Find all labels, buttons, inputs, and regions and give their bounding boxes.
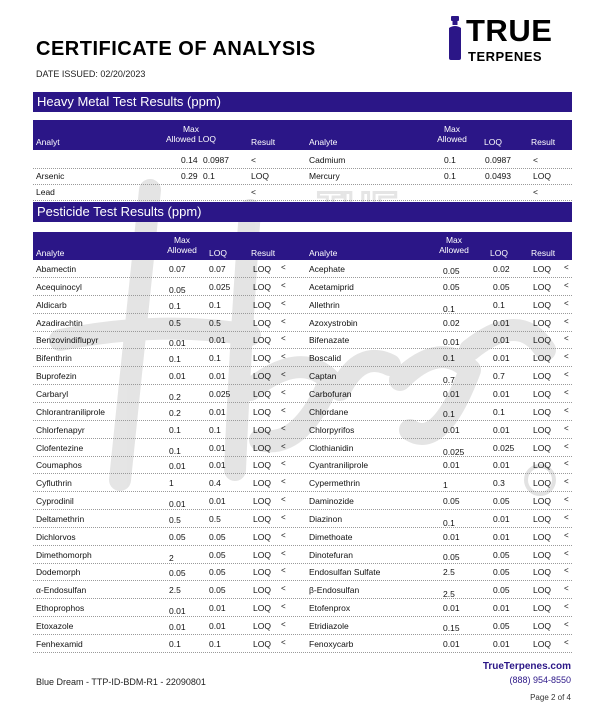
max-allowed-value: 1 xyxy=(443,480,448,490)
column-header: Result xyxy=(251,248,276,258)
analyte-name: Diazinon xyxy=(309,514,343,524)
max-allowed-value: 2.5 xyxy=(169,585,181,595)
result-value: LOQ xyxy=(253,460,271,470)
result-value: LOQ xyxy=(533,264,551,274)
result-value: LOQ xyxy=(253,264,271,274)
result-value: LOQ xyxy=(533,318,551,328)
max-allowed-value: 0.1 xyxy=(443,304,455,314)
analyte-name: Acequinocyl xyxy=(36,282,82,292)
result-value: LOQ xyxy=(253,407,271,417)
logo-sub-text: TERPENES xyxy=(468,49,543,64)
max-allowed-value: 0.05 xyxy=(443,282,460,292)
max-allowed-value: 0.1 xyxy=(169,354,181,364)
result-value: LOQ xyxy=(533,460,551,470)
less-than-symbol: < xyxy=(281,281,286,290)
analyte-name: Bifenthrin xyxy=(36,353,72,363)
result-value: LOQ xyxy=(253,353,271,363)
analyte-name: Azoxystrobin xyxy=(309,318,358,328)
loq-value: 0.01 xyxy=(493,460,510,470)
max-allowed-value: 0.7 xyxy=(443,375,455,385)
max-allowed-value: 0.05 xyxy=(169,568,186,578)
analyte-name: Aldicarb xyxy=(36,300,67,310)
max-allowed-value: 0.5 xyxy=(169,515,181,525)
result-value: LOQ xyxy=(533,171,551,181)
less-than-symbol: < xyxy=(281,299,286,308)
loq-value: 0.05 xyxy=(209,585,226,595)
row-divider xyxy=(33,420,572,421)
less-than-symbol: < xyxy=(281,620,286,629)
max-allowed-value: 0.02 xyxy=(443,318,460,328)
loq-value: 0.02 xyxy=(493,264,510,274)
analyte-name: Deltamethrin xyxy=(36,514,85,524)
loq-value: 0.01 xyxy=(493,318,510,328)
result-value: < xyxy=(533,187,538,197)
analyte-name: Dimethoate xyxy=(309,532,353,542)
analyte-name: Benzovindiflupyr xyxy=(36,335,99,345)
less-than-symbol: < xyxy=(281,424,286,433)
row-divider xyxy=(33,348,572,349)
column-header: Result xyxy=(531,248,556,258)
analyte-name: Mercury xyxy=(309,171,340,181)
result-value: LOQ xyxy=(533,335,551,345)
max-allowed-value: 0.07 xyxy=(169,264,186,274)
loq-value: 0.01 xyxy=(493,514,510,524)
row-divider xyxy=(33,438,572,439)
column-header: Analyte xyxy=(36,248,65,258)
analyte-name: Chlorantraniliprole xyxy=(36,407,105,417)
loq-value: 0.4 xyxy=(209,478,221,488)
loq-value: 0.01 xyxy=(209,443,226,453)
loq-value: 0.05 xyxy=(493,496,510,506)
loq-value: 0.07 xyxy=(209,264,226,274)
result-value: LOQ xyxy=(253,335,271,345)
less-than-symbol: < xyxy=(564,299,569,308)
max-allowed-value: 0.1 xyxy=(169,301,181,311)
loq-value: 0.0987 xyxy=(485,155,511,165)
page-number: Page 2 of 4 xyxy=(530,693,571,702)
result-value: LOQ xyxy=(253,443,271,453)
loq-value: 0.1 xyxy=(493,407,505,417)
less-than-symbol: < xyxy=(564,638,569,647)
result-value: LOQ xyxy=(533,514,551,524)
row-divider xyxy=(33,652,572,653)
loq-value: 0.01 xyxy=(493,532,510,542)
result-value: LOQ xyxy=(253,300,271,310)
analyte-name: Dimethomorph xyxy=(36,550,92,560)
max-allowed-value: 0.05 xyxy=(443,266,460,276)
analyte-name: Azadirachtin xyxy=(36,318,83,328)
max-allowed-value: 2.5 xyxy=(443,567,455,577)
loq-value: 0.01 xyxy=(209,371,226,381)
loq-value: 0.01 xyxy=(209,407,226,417)
less-than-symbol: < xyxy=(564,620,569,629)
loq-value: 0.0987 xyxy=(203,155,229,165)
max-allowed-value: 0.1 xyxy=(444,171,456,181)
loq-value: 0.01 xyxy=(209,603,226,613)
website-link[interactable]: TrueTerpenes.com xyxy=(482,661,571,672)
column-header: LOQ xyxy=(209,248,227,258)
max-allowed-value: 0.01 xyxy=(443,460,460,470)
true-terpenes-logo xyxy=(446,12,576,68)
result-value: LOQ xyxy=(253,514,271,524)
loq-value: 0.0493 xyxy=(485,171,511,181)
analyte-name: β-Endosulfan xyxy=(309,585,360,595)
row-divider xyxy=(33,527,572,528)
loq-value: 0.1 xyxy=(493,300,505,310)
analyte-name: Ethoprophos xyxy=(36,603,85,613)
less-than-symbol: < xyxy=(281,317,286,326)
analyte-name: Allethrin xyxy=(309,300,340,310)
result-value: LOQ xyxy=(253,478,271,488)
analyte-name: Chlorpyrifos xyxy=(309,425,355,435)
column-header: Max Allowed xyxy=(439,235,469,255)
row-divider xyxy=(33,313,572,314)
column-header: Max Allowed xyxy=(437,124,467,144)
less-than-symbol: < xyxy=(281,370,286,379)
max-allowed-value: 0.05 xyxy=(169,285,186,295)
max-allowed-value: 0.01 xyxy=(443,532,460,542)
heavy-metal-section-title: Heavy Metal Test Results (ppm) xyxy=(33,92,572,112)
row-divider xyxy=(33,473,572,474)
less-than-symbol: < xyxy=(564,602,569,611)
column-header: Max Allowed LOQ xyxy=(165,124,217,144)
less-than-symbol: < xyxy=(281,602,286,611)
analyte-name: Abamectin xyxy=(36,264,77,274)
analyte-name: Captan xyxy=(309,371,337,381)
row-divider xyxy=(33,295,572,296)
result-value: LOQ xyxy=(533,282,551,292)
analyte-name: Clofentezine xyxy=(36,443,84,453)
loq-value: 0.1 xyxy=(209,425,221,435)
analyte-name: Lead xyxy=(36,187,55,197)
phone-number: (888) 954-8550 xyxy=(509,675,571,685)
max-allowed-value: 0.2 xyxy=(169,408,181,418)
less-than-symbol: < xyxy=(564,513,569,522)
less-than-symbol: < xyxy=(564,495,569,504)
max-allowed-value: 0.01 xyxy=(169,338,186,348)
row-divider xyxy=(33,331,572,332)
analyte-name: Cyprodinil xyxy=(36,496,74,506)
result-value: LOQ xyxy=(253,567,271,577)
max-allowed-value: 0.29 xyxy=(181,171,198,181)
less-than-symbol: < xyxy=(564,334,569,343)
less-than-symbol: < xyxy=(281,334,286,343)
less-than-symbol: < xyxy=(564,549,569,558)
less-than-symbol: < xyxy=(281,638,286,647)
analyte-name: Carbaryl xyxy=(36,389,69,399)
result-value: LOQ xyxy=(533,443,551,453)
analyte-name: Clothianidin xyxy=(309,443,354,453)
max-allowed-value: 0.14 xyxy=(181,155,198,165)
column-header: Analyte xyxy=(309,248,338,258)
less-than-symbol: < xyxy=(281,477,286,486)
max-allowed-value: 0.1 xyxy=(169,425,181,435)
less-than-symbol: < xyxy=(564,352,569,361)
analyte-name: Boscalid xyxy=(309,353,342,363)
result-value: < xyxy=(533,155,538,165)
column-header: LOQ xyxy=(490,248,508,258)
date-issued: DATE ISSUED: 02/20/2023 xyxy=(36,69,146,79)
loq-value: 0.05 xyxy=(493,621,510,631)
loq-value: 0.5 xyxy=(209,318,221,328)
result-value: LOQ xyxy=(533,353,551,363)
less-than-symbol: < xyxy=(564,317,569,326)
analyte-name: Etridiazole xyxy=(309,621,349,631)
max-allowed-value: 0.05 xyxy=(169,532,186,542)
max-allowed-value: 0.025 xyxy=(443,447,465,457)
less-than-symbol: < xyxy=(564,281,569,290)
less-than-symbol: < xyxy=(564,477,569,486)
result-value: < xyxy=(251,155,256,165)
loq-value: 0.05 xyxy=(493,550,510,560)
less-than-symbol: < xyxy=(564,459,569,468)
analyte-name: α-Endosulfan xyxy=(36,585,87,595)
row-divider xyxy=(33,580,572,581)
result-value: LOQ xyxy=(253,603,271,613)
result-value: LOQ xyxy=(533,371,551,381)
less-than-symbol: < xyxy=(281,406,286,415)
analyte-name: Fenoxycarb xyxy=(309,639,354,649)
loq-value: 0.01 xyxy=(493,389,510,399)
pesticide-table-header xyxy=(33,232,572,260)
row-divider xyxy=(33,384,572,385)
max-allowed-value: 0.1 xyxy=(443,353,455,363)
loq-value: 0.01 xyxy=(493,603,510,613)
analyte-name: Cyantraniliprole xyxy=(309,460,369,470)
row-divider xyxy=(33,545,572,546)
loq-value: 0.1 xyxy=(209,639,221,649)
less-than-symbol: < xyxy=(564,388,569,397)
column-header: Analyt xyxy=(36,137,60,147)
max-allowed-value: 0.1 xyxy=(443,518,455,528)
result-value: LOQ xyxy=(253,496,271,506)
result-value: LOQ xyxy=(253,425,271,435)
result-value: LOQ xyxy=(533,567,551,577)
loq-value: 0.05 xyxy=(493,567,510,577)
column-header: Result xyxy=(531,137,556,147)
pesticide-section-title: Pesticide Test Results (ppm) xyxy=(33,202,572,222)
row-divider xyxy=(33,491,572,492)
product-identifier: Blue Dream - TTP-ID-BDM-R1 - 22090801 xyxy=(36,677,206,687)
logo-brand-text: TRUE xyxy=(466,13,553,48)
loq-value: 0.7 xyxy=(493,371,505,381)
analyte-name: Etofenprox xyxy=(309,603,351,613)
result-value: LOQ xyxy=(253,532,271,542)
result-value: LOQ xyxy=(533,639,551,649)
less-than-symbol: < xyxy=(281,566,286,575)
result-value: LOQ xyxy=(533,621,551,631)
less-than-symbol: < xyxy=(564,424,569,433)
column-header: Analyte xyxy=(309,137,338,147)
loq-value: 0.05 xyxy=(209,550,226,560)
analyte-name: Bifenazate xyxy=(309,335,350,345)
max-allowed-value: 0.1 xyxy=(169,446,181,456)
loq-value: 0.01 xyxy=(209,335,226,345)
result-value: LOQ xyxy=(533,496,551,506)
loq-value: 0.05 xyxy=(493,282,510,292)
max-allowed-value: 0.05 xyxy=(443,552,460,562)
max-allowed-value: 0.15 xyxy=(443,623,460,633)
analyte-name: Endosulfan Sulfate xyxy=(309,567,381,577)
less-than-symbol: < xyxy=(281,531,286,540)
result-value: LOQ xyxy=(533,585,551,595)
bottle-icon xyxy=(446,16,464,60)
less-than-symbol: < xyxy=(564,584,569,593)
max-allowed-value: 0.01 xyxy=(443,603,460,613)
less-than-symbol: < xyxy=(281,495,286,504)
max-allowed-value: 0.2 xyxy=(169,392,181,402)
result-value: < xyxy=(251,187,256,197)
result-value: LOQ xyxy=(533,425,551,435)
analyte-name: Acetamiprid xyxy=(309,282,354,292)
loq-value: 0.05 xyxy=(209,567,226,577)
analyte-name: Dinotefuran xyxy=(309,550,353,560)
result-value: LOQ xyxy=(251,171,269,181)
analyte-name: Fenhexamid xyxy=(36,639,83,649)
max-allowed-value: 0.1 xyxy=(443,409,455,419)
loq-value: 0.025 xyxy=(209,282,231,292)
less-than-symbol: < xyxy=(281,513,286,522)
row-divider xyxy=(33,634,572,635)
analyte-name: Buprofezin xyxy=(36,371,77,381)
max-allowed-value: 0.5 xyxy=(169,318,181,328)
less-than-symbol: < xyxy=(281,459,286,468)
result-value: LOQ xyxy=(253,389,271,399)
result-value: LOQ xyxy=(533,300,551,310)
max-allowed-value: 0.01 xyxy=(443,389,460,399)
result-value: LOQ xyxy=(253,585,271,595)
row-divider xyxy=(33,456,572,457)
less-than-symbol: < xyxy=(564,263,569,272)
analyte-name: Cyfluthrin xyxy=(36,478,72,488)
row-divider xyxy=(33,598,572,599)
analyte-name: Cadmium xyxy=(309,155,346,165)
max-allowed-value: 0.01 xyxy=(169,606,186,616)
result-value: LOQ xyxy=(253,371,271,381)
analyte-name: Chlorfenapyr xyxy=(36,425,85,435)
result-value: LOQ xyxy=(253,621,271,631)
column-header: Max Allowed xyxy=(167,235,197,255)
row-divider xyxy=(33,366,572,367)
row-divider xyxy=(33,563,572,564)
less-than-symbol: < xyxy=(564,566,569,575)
analyte-name: Chlordane xyxy=(309,407,349,417)
row-divider xyxy=(33,616,572,617)
analyte-name: Etoxazole xyxy=(36,621,74,631)
max-allowed-value: 0.01 xyxy=(169,622,186,632)
loq-value: 0.01 xyxy=(493,639,510,649)
max-allowed-value: 2.5 xyxy=(443,589,455,599)
analyte-name: Carbofuran xyxy=(309,389,352,399)
loq-value: 0.1 xyxy=(203,171,215,181)
heavy-metal-table-header xyxy=(33,120,572,150)
less-than-symbol: < xyxy=(564,370,569,379)
loq-value: 0.01 xyxy=(209,460,226,470)
max-allowed-value: 1 xyxy=(169,478,174,488)
max-allowed-value: 0.01 xyxy=(443,337,460,347)
loq-value: 0.3 xyxy=(493,478,505,488)
analyte-name: Dichlorvos xyxy=(36,532,76,542)
loq-value: 0.05 xyxy=(209,532,226,542)
loq-value: 0.01 xyxy=(209,496,226,506)
loq-value: 0.01 xyxy=(493,425,510,435)
result-value: LOQ xyxy=(533,389,551,399)
less-than-symbol: < xyxy=(564,406,569,415)
max-allowed-value: 0.01 xyxy=(169,499,186,509)
max-allowed-value: 0.1 xyxy=(444,155,456,165)
max-allowed-value: 0.01 xyxy=(443,425,460,435)
loq-value: 0.01 xyxy=(209,621,226,631)
result-value: LOQ xyxy=(533,532,551,542)
analyte-name: Cypermethrin xyxy=(309,478,361,488)
row-divider xyxy=(33,402,572,403)
analyte-name: Acephate xyxy=(309,264,345,274)
result-value: LOQ xyxy=(253,282,271,292)
loq-value: 0.1 xyxy=(209,300,221,310)
analyte-name: Coumaphos xyxy=(36,460,82,470)
result-value: LOQ xyxy=(253,550,271,560)
max-allowed-value: 0.05 xyxy=(443,496,460,506)
max-allowed-value: 0.01 xyxy=(169,371,186,381)
analyte-name: Daminozide xyxy=(309,496,354,506)
less-than-symbol: < xyxy=(281,584,286,593)
loq-value: 0.1 xyxy=(209,353,221,363)
result-value: LOQ xyxy=(253,318,271,328)
result-value: LOQ xyxy=(533,407,551,417)
less-than-symbol: < xyxy=(281,388,286,397)
loq-value: 0.05 xyxy=(493,585,510,595)
loq-value: 0.025 xyxy=(209,389,231,399)
result-value: LOQ xyxy=(533,550,551,560)
loq-value: 0.5 xyxy=(209,514,221,524)
loq-value: 0.01 xyxy=(493,335,510,345)
result-value: LOQ xyxy=(253,639,271,649)
row-divider xyxy=(33,509,572,510)
result-value: LOQ xyxy=(533,478,551,488)
less-than-symbol: < xyxy=(281,442,286,451)
analyte-name: Dodemorph xyxy=(36,567,81,577)
analyte-name: Arsenic xyxy=(36,171,65,181)
less-than-symbol: < xyxy=(564,531,569,540)
result-value: LOQ xyxy=(533,603,551,613)
less-than-symbol: < xyxy=(281,549,286,558)
max-allowed-value: 0.01 xyxy=(443,639,460,649)
column-header: Result xyxy=(251,137,276,147)
less-than-symbol: < xyxy=(564,442,569,451)
document-title: CERTIFICATE OF ANALYSIS xyxy=(36,38,316,60)
less-than-symbol: < xyxy=(281,263,286,272)
row-divider xyxy=(33,277,572,278)
max-allowed-value: 2 xyxy=(169,553,174,563)
max-allowed-value: 0.01 xyxy=(169,461,186,471)
column-header: LOQ xyxy=(484,137,502,147)
max-allowed-value: 0.1 xyxy=(169,639,181,649)
loq-value: 0.025 xyxy=(493,443,515,453)
less-than-symbol: < xyxy=(281,352,286,361)
loq-value: 0.01 xyxy=(493,353,510,363)
